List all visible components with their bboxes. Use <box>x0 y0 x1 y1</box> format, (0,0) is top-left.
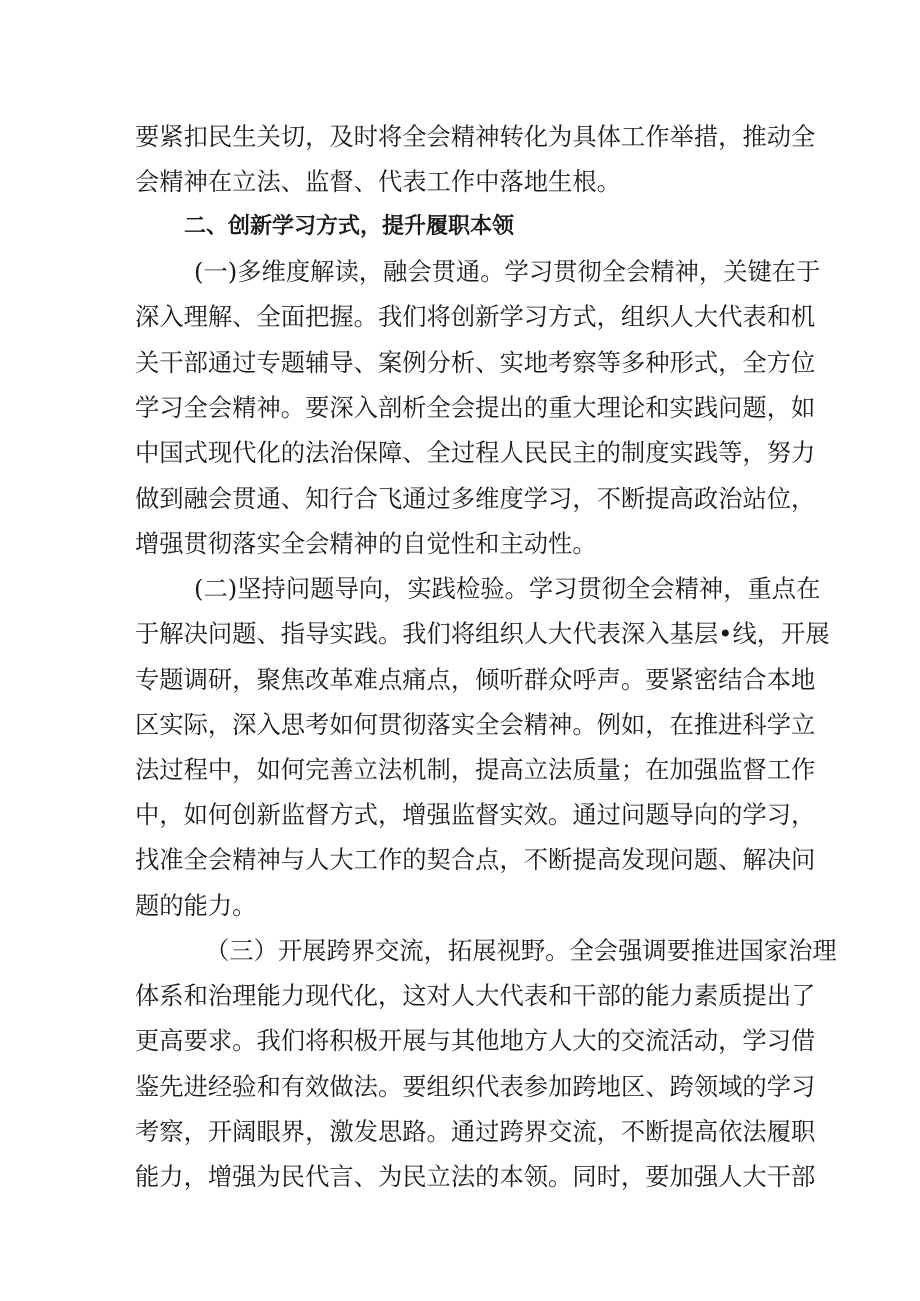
text-line <box>0 1155 920 1199</box>
line-text: (一)多维度解读，融会贯通。学习贯彻全会精神，关键在于 <box>194 257 821 286</box>
line-text: 中国式现代化的法治保障、全过程人民民主的制度实践等，努力 <box>135 438 816 467</box>
text-line <box>0 341 920 385</box>
line-text: 增强贯彻落实全会精神的自觉性和主动性。 <box>135 529 597 558</box>
line-text: （三）开展跨界交流，拓展视野。全会强调要推进国家治理 <box>205 936 837 965</box>
line-text: 专题调研，聚焦改革难点痛点，倾听群众呼声。要紧密结合本地 <box>135 665 816 694</box>
text-line <box>0 1065 920 1109</box>
text-line <box>0 567 920 611</box>
line-text: 能力，增强为民代言、为民立法的本领。同时，要加强人大干部 <box>135 1162 816 1191</box>
line-text: 鉴先进经验和有效做法。要组织代表参加跨地区、跨领域的学习 <box>135 1072 816 1101</box>
text-line <box>0 1110 920 1154</box>
text-line <box>0 748 920 792</box>
line-text: 找准全会精神与人大工作的契合点，不断提高发现问题、解决问 <box>135 845 816 874</box>
heading-text: 二、创新学习方式，提升履职本领 <box>184 214 515 239</box>
section-heading <box>0 205 920 249</box>
line-text: 法过程中，如何完善立法机制，提高立法质量；在加强监督工作 <box>135 755 816 784</box>
line-text: (二)坚持问题导向，实践检验。学习贯彻全会精神，重点在 <box>194 574 821 603</box>
line-text: 会精神在立法、监督、代表工作中落地生根。 <box>135 167 621 196</box>
line-text: 体系和治理能力现代化，这对人大代表和干部的能力素质提出了 <box>135 981 816 1010</box>
line-text: 中，如何创新监督方式，增强监督实效。通过问题导向的学习， <box>135 800 816 829</box>
text-line <box>0 431 920 475</box>
text-line <box>0 1019 920 1063</box>
line-text: 区实际，深入思考如何贯彻落实全会精神。例如，在推进科学立 <box>135 710 816 739</box>
text-line <box>0 115 920 159</box>
text-line <box>0 974 920 1018</box>
line-text: 要紧扣民生关切，及时将全会精神转化为具体工作举措，推动全 <box>135 122 816 151</box>
text-line <box>0 793 920 837</box>
text-line <box>0 522 920 566</box>
text-line <box>0 929 920 973</box>
text-line <box>0 386 920 430</box>
text-line <box>0 703 920 747</box>
line-text: 学习全会精神。要深入剖析全会提出的重大理论和实践问题，如 <box>135 393 816 422</box>
text-line <box>0 295 920 339</box>
text-line <box>0 477 920 521</box>
text-line <box>0 612 920 656</box>
line-text: 于解决问题、指导实践。我们将组织人大代表深入基层•线，开展 <box>135 619 830 648</box>
text-line <box>0 658 920 702</box>
line-text: 更高要求。我们将积极开展与其他地方人大的交流活动，学习借 <box>135 1026 816 1055</box>
line-text: 做到融会贯通、知行合飞通过多维度学习，不断提高政治站位， <box>135 484 816 513</box>
line-text: 题的能力。 <box>135 891 257 920</box>
text-line <box>0 838 920 882</box>
line-text: 深入理解、全面把握。我们将创新学习方式，组织人大代表和机 <box>135 302 816 331</box>
line-text: 考察，开阔眼界，激发思路。通过跨界交流，不断提高依法履职 <box>135 1117 816 1146</box>
text-line <box>0 160 920 204</box>
text-line <box>0 884 920 928</box>
line-text: 关干部通过专题辅导、案例分析、实地考察等多种形式，全方位 <box>135 348 816 377</box>
text-line <box>0 250 920 294</box>
